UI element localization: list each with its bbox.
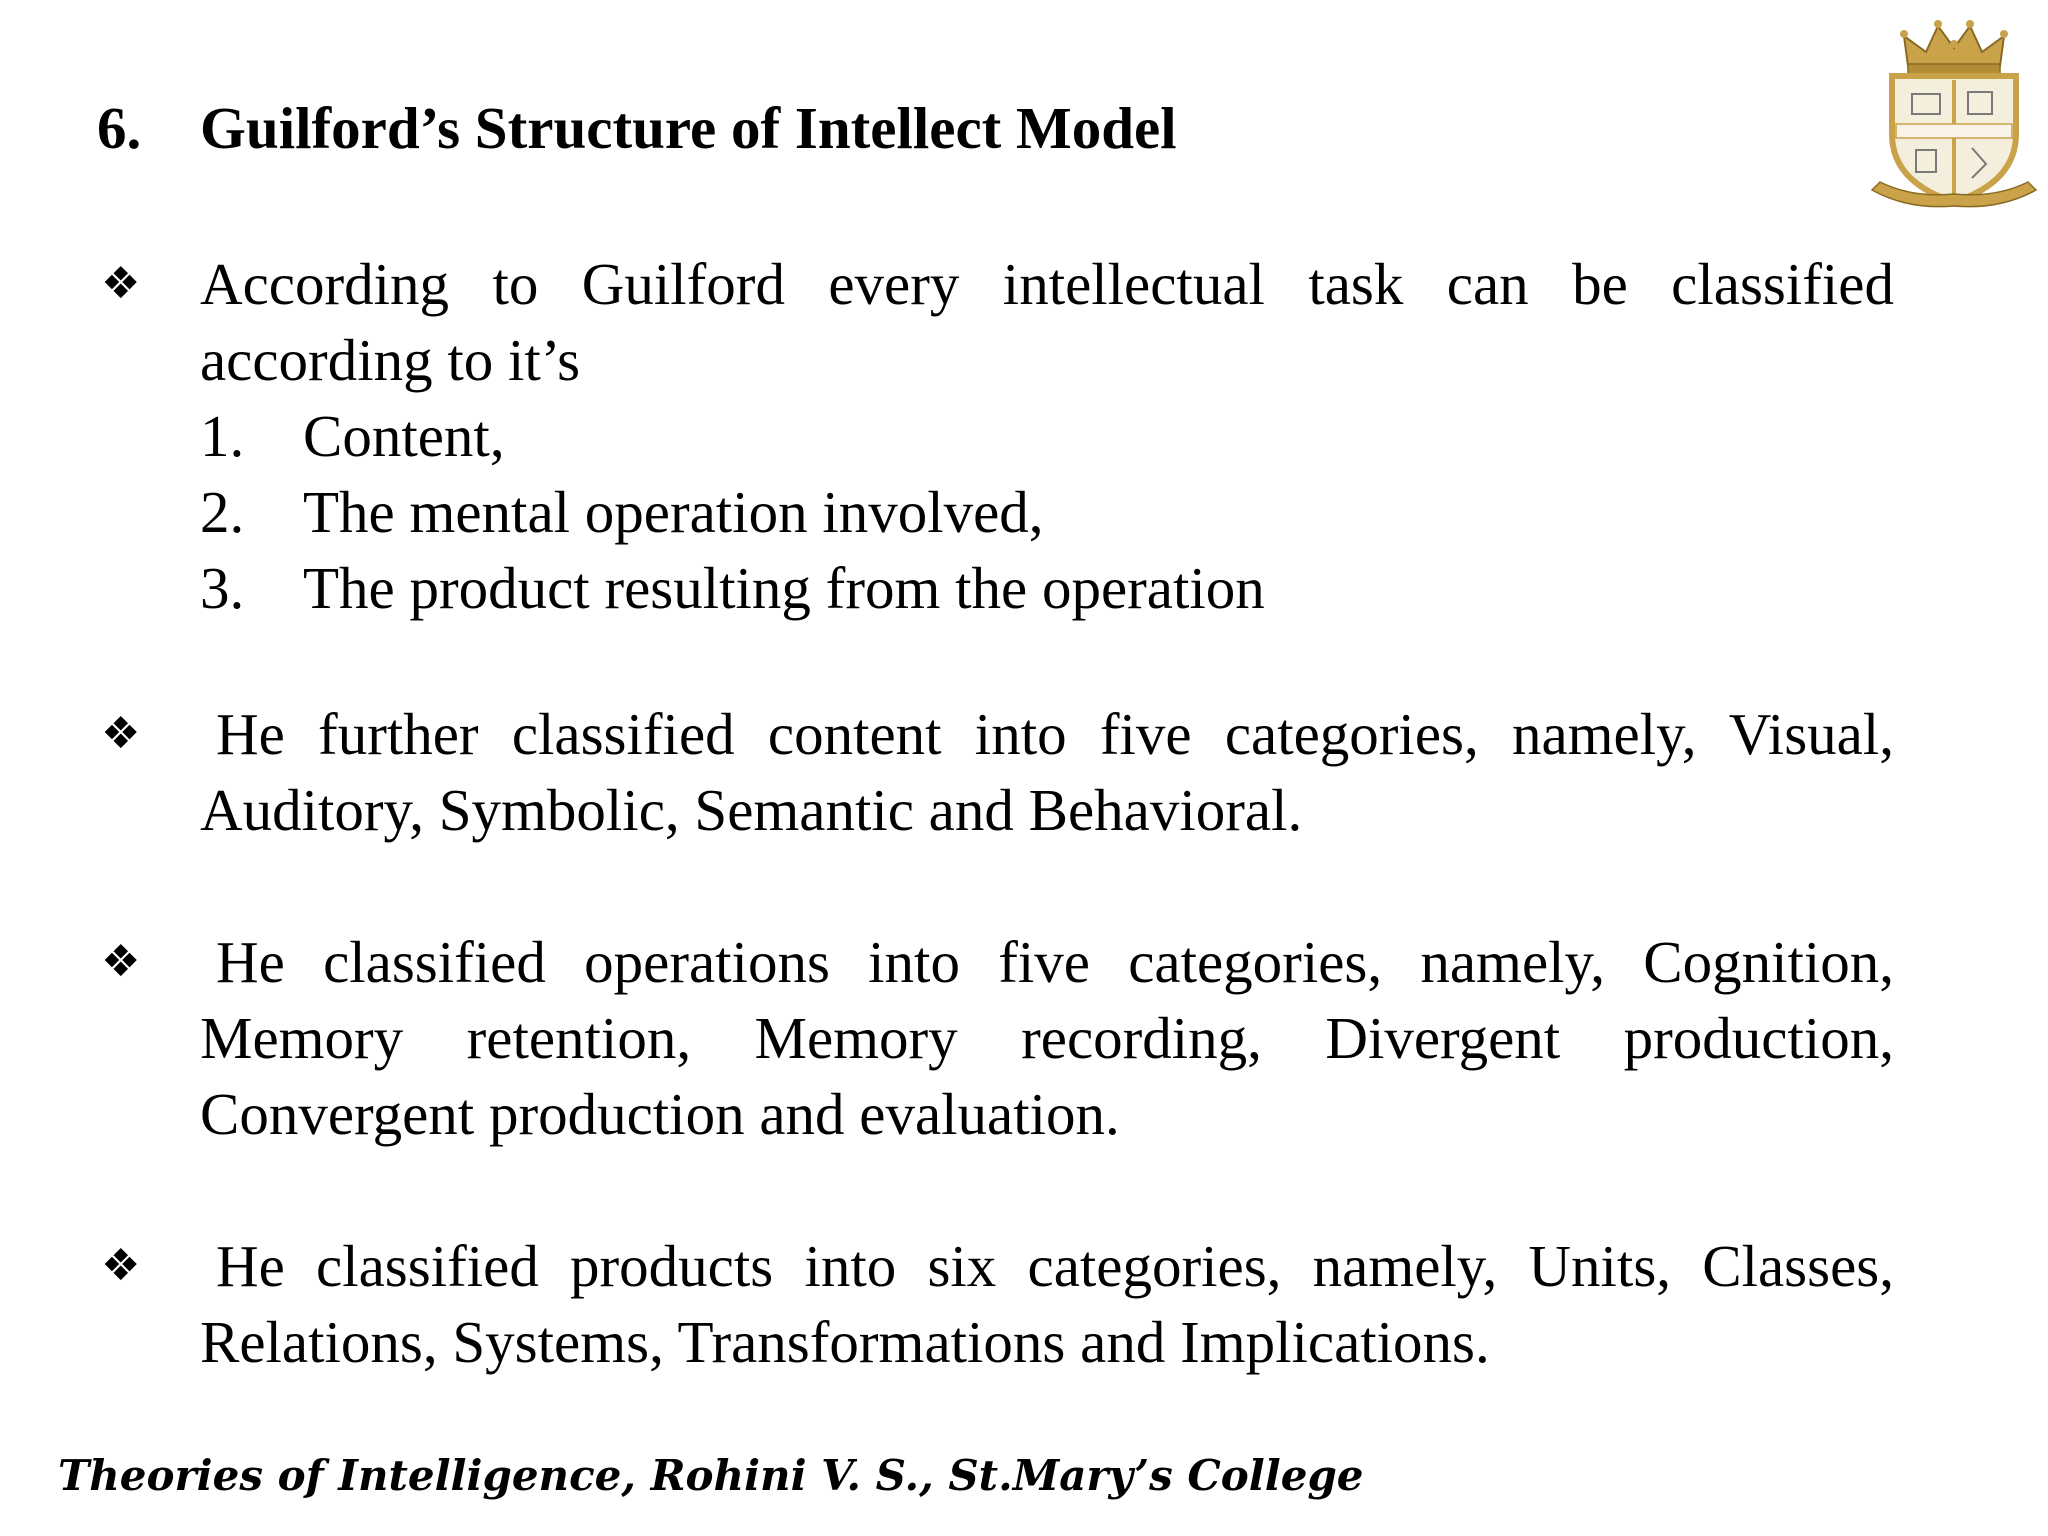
list-item-number: 3.: [200, 555, 245, 621]
bullet-1-sublist: [200, 398, 1265, 626]
slide-title: [97, 90, 1177, 166]
title-text: Guilford’s Structure of Intellect Model: [200, 95, 1177, 161]
bullet-2-text: He further classified content into five categories, namely, Visual, Auditory, Symbolic, Semantic and Behavioral.: [200, 701, 1894, 843]
bullet-4-text: He classified products into six categories, namely, Units, Classes, Relations, Systems, Transformations and Implications.: [200, 1233, 1894, 1375]
list-item-text: The product resulting from the operation: [303, 555, 1265, 621]
list-item: [200, 398, 1265, 474]
list-item-text: The mental operation involved,: [303, 479, 1044, 545]
bullet-diamond-icon: ❖: [101, 1240, 141, 1291]
list-item: [200, 550, 1265, 626]
bullet-diamond-icon: ❖: [101, 258, 141, 309]
bullet-diamond-icon: ❖: [101, 708, 141, 759]
title-number: 6.: [97, 95, 142, 161]
bullet-1-text: According to Guilford every intellectual task can be classified according to it’s: [200, 251, 1894, 393]
slide-footer: Theories of Intelligence, Rohini V. S., St.Mary’s College: [58, 1451, 1364, 1500]
list-item: [200, 474, 1265, 550]
bullet-3-text: He classified operations into five categories, namely, Cognition, Memory retention, Memory recording, Divergent production, Convergent production and evaluation.: [200, 929, 1894, 1147]
list-item-number: 1.: [200, 403, 245, 469]
list-item-text: Content,: [303, 403, 505, 469]
college-crest-icon: [1868, 14, 2040, 214]
bullet-diamond-icon: ❖: [101, 936, 141, 987]
list-item-number: 2.: [200, 479, 245, 545]
